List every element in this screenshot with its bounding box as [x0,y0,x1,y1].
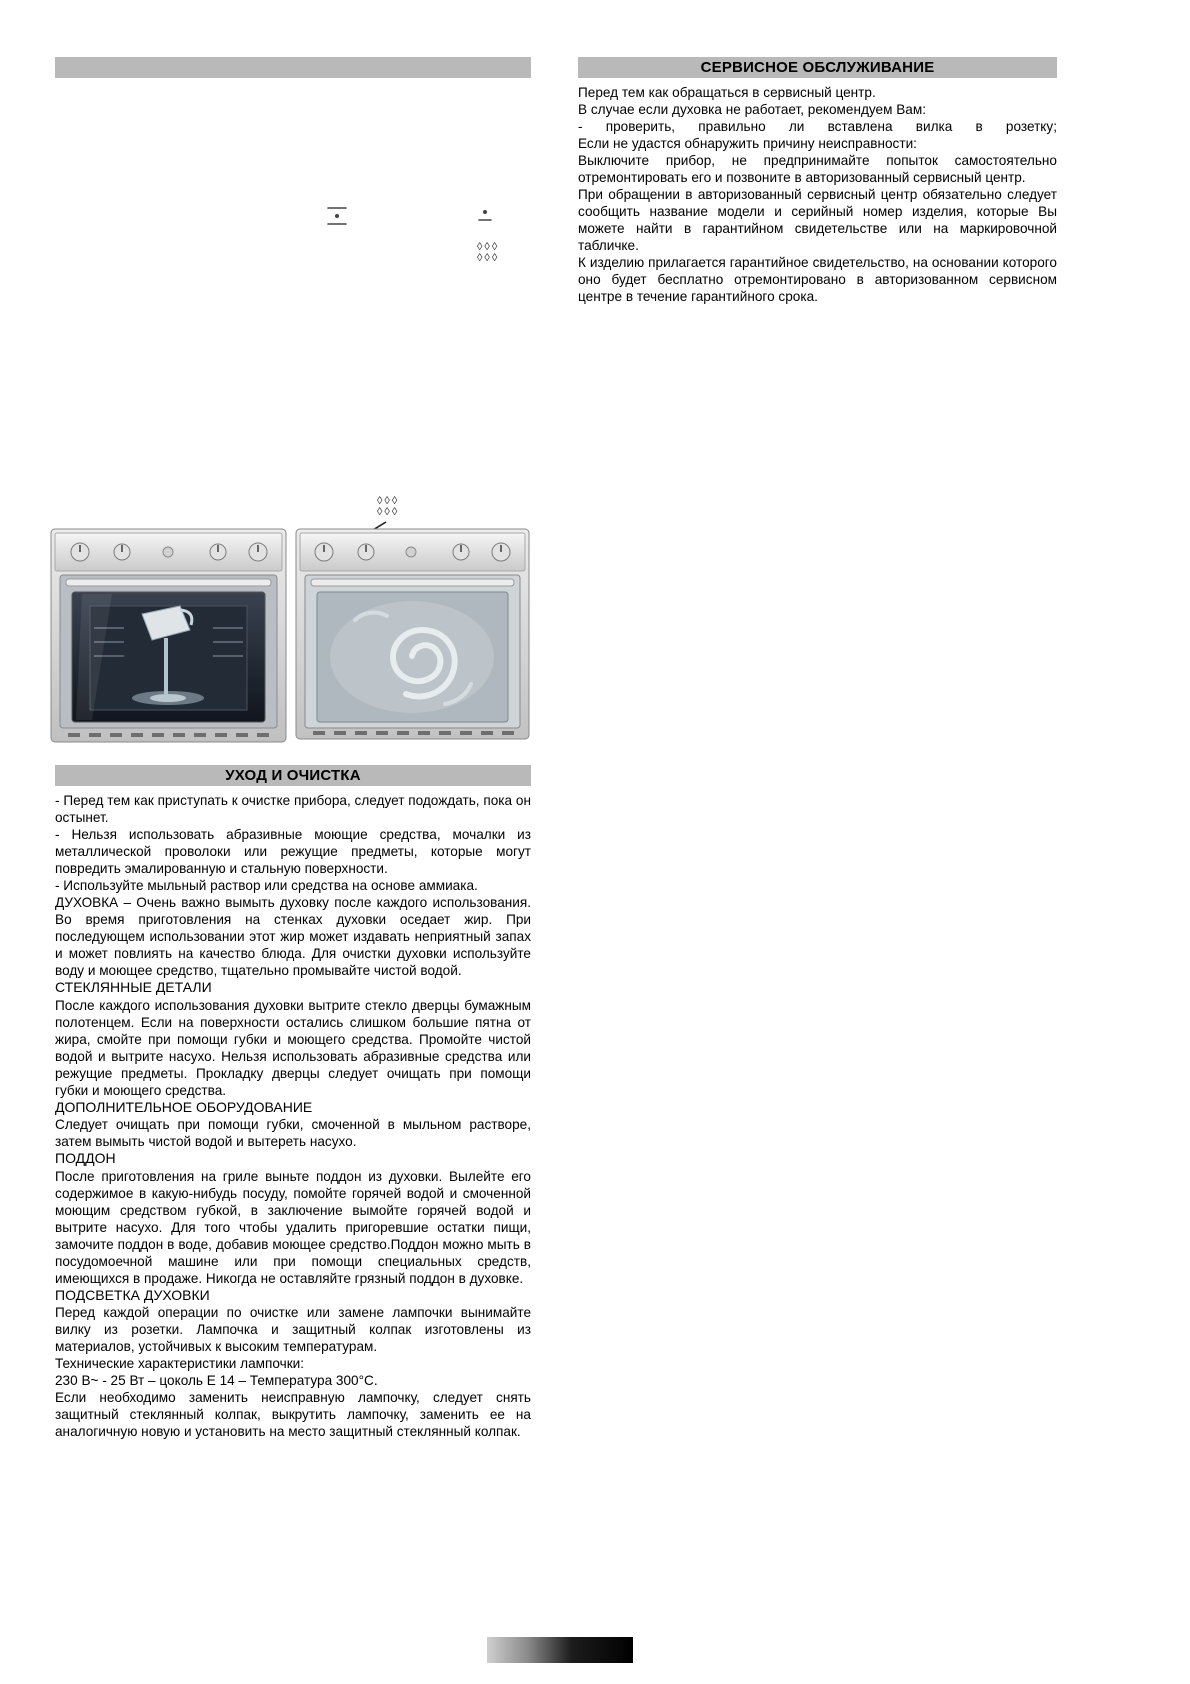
steam-droplets-row: ◊◊◊ [477,252,500,264]
control-knob [210,544,226,560]
service-paragraph: - проверить, правильно ли вставлена вилка в розетку; [578,119,1057,134]
indicator-light [406,547,416,557]
care-section-body [55,792,531,1440]
steam-droplets-row: ◊◊◊ [377,506,400,518]
steam-droplets-icon [477,242,499,264]
steam-droplets-row: ◊◊◊ [377,495,400,507]
oven-function-icon [322,203,352,229]
service-section-body [578,84,1057,305]
care-subheading: ПОДСВЕТКА ДУХОВКИ [55,1286,210,1303]
control-knob [358,544,374,560]
care-paragraph: Если необходимо заменить неисправную лампочку, следует снять защитный стеклянный колпак, выкрутить лампочку, заменить ее на аналогичную новую и установить на место защитный стеклянный колпак. [55,1390,531,1439]
care-paragraph: Перед каждой операции по очистке или замене лампочки вынимайте вилку из розетки. Лампочка и защитный колпак изготовлены из материалов, устойчивых к высоким температурам. [55,1305,531,1354]
service-paragraph: Если не удастся обнаружить причину неисправности: [578,136,917,151]
steam-droplets-row: ◊◊◊ [477,241,500,253]
care-section-header [55,765,531,786]
indicator-light [163,547,173,557]
control-knob [71,543,89,561]
care-paragraph: 230 В~ - 25 Вт – цоколь Е 14 – Температура 300°С. [55,1373,378,1388]
care-paragraph: - Используйте мыльный раствор или средства на основе аммиака. [55,878,478,893]
control-knob [315,543,333,561]
care-subheading: ПОДДОН [55,1150,116,1166]
page-footer-bar [487,1637,633,1663]
care-paragraph: После каждого использования духовки вытрите стекло дверцы бумажным полотенцем. Если на поверхности остались слишком большие пятна от жира, смойте при помощи губки и моющего средства. Промойте чистой водой и вытрите насухо. Нельзя использовать абразивные средства или режущие предметы. Прокладку дверцы следует очищать при помощи губки и моющего средства. [55,997,531,1098]
steam-droplets-icon [377,496,399,518]
oven-handle [66,579,271,586]
service-paragraph: К изделию прилагается гарантийное свидетельство, на основании которого оно будет бесплатно отремонтировано в авторизованном сервисном центре в течение гарантийного срока. [578,255,1057,304]
service-paragraph: Перед тем как обращаться в сервисный центр. [578,85,876,100]
service-paragraph: При обращении в авторизованный сервисный центр обязательно следует сообщить название модели и серийный номер изделия, которые Вы можете найти в гарантийном свидетельстве или на маркировочной табличке. [578,187,1057,253]
oven-handle [311,579,514,586]
control-knob [114,544,130,560]
oven-steam-swirl-illustration [295,528,530,740]
left-column-header-bar [55,57,531,78]
care-paragraph: - Перед тем как приступать к очистке прибора, следует подождать, пока он остынет. [55,793,531,825]
service-paragraph: Выключите прибор, не предпринимайте попыток самостоятельно отремонтировать его и позвоните в авторизованный сервисный центр. [578,153,1057,185]
care-subheading: ДОПОЛНИТЕЛЬНОЕ ОБОРУДОВАНИЕ [55,1098,313,1115]
service-paragraph: В случае если духовка не работает, рекомендуем Вам: [578,102,926,117]
control-knob [492,543,510,561]
control-knob [249,543,267,561]
care-subheading: СТЕКЛЯННЫЕ ДЕТАЛИ [55,979,212,995]
care-paragraph: - Нельзя использовать абразивные моющие средства, мочалки из металлической проволоки или режущие предметы, которые могут повредить эмалированную и стальную поверхности. [55,827,531,876]
care-paragraph: После приготовления на гриле выньте поддон из духовки. Вылейте его содержимое в какую-нибудь посуду, помойте горячей водой и смоченной моющим средством губкой, в заключение вымойте горячей водой и вытрите насухо. Для того чтобы удалить пригоревшие остатки пищи, замочите поддон в воде, добавив моющее средство.Поддон можно мыть в посудомоечной машине или при помощи специальных средств, имеющихся в продаже. Никогда не оставляйте грязный поддон в духовке. [55,1168,531,1286]
care-paragraph: ДУХОВКА – Очень важно вымыть духовку после каждого использования. Во время приготовления на стенках духовки оседает жир. При последующем использовании этот жир может издавать неприятный запах и может повлиять на качество блюда. Для очистки духовки используйте воду и моющее средство, тщательно промывайте чистой водой. [55,895,531,978]
control-knob [453,544,469,560]
oven-water-clean-illustration [50,528,287,743]
oven-control-panel [300,533,525,571]
care-paragraph: Следует очищать при помощи губки, смоченной в мыльном растворе, затем вымыть чистой водой и вытереть насухо. [55,1117,531,1149]
care-section-title: УХОД И ОЧИСТКА [225,767,361,784]
oven-control-panel [55,533,282,571]
oven-door [305,575,520,728]
service-section-header [578,57,1057,78]
oven-illustrations [50,528,532,743]
service-section-title: СЕРВИСНОЕ ОБСЛУЖИВАНИЕ [700,59,935,76]
care-paragraph: Технические характеристики лампочки: [55,1356,305,1371]
oven-door [60,575,277,728]
oven-function-dot-icon [474,206,496,226]
